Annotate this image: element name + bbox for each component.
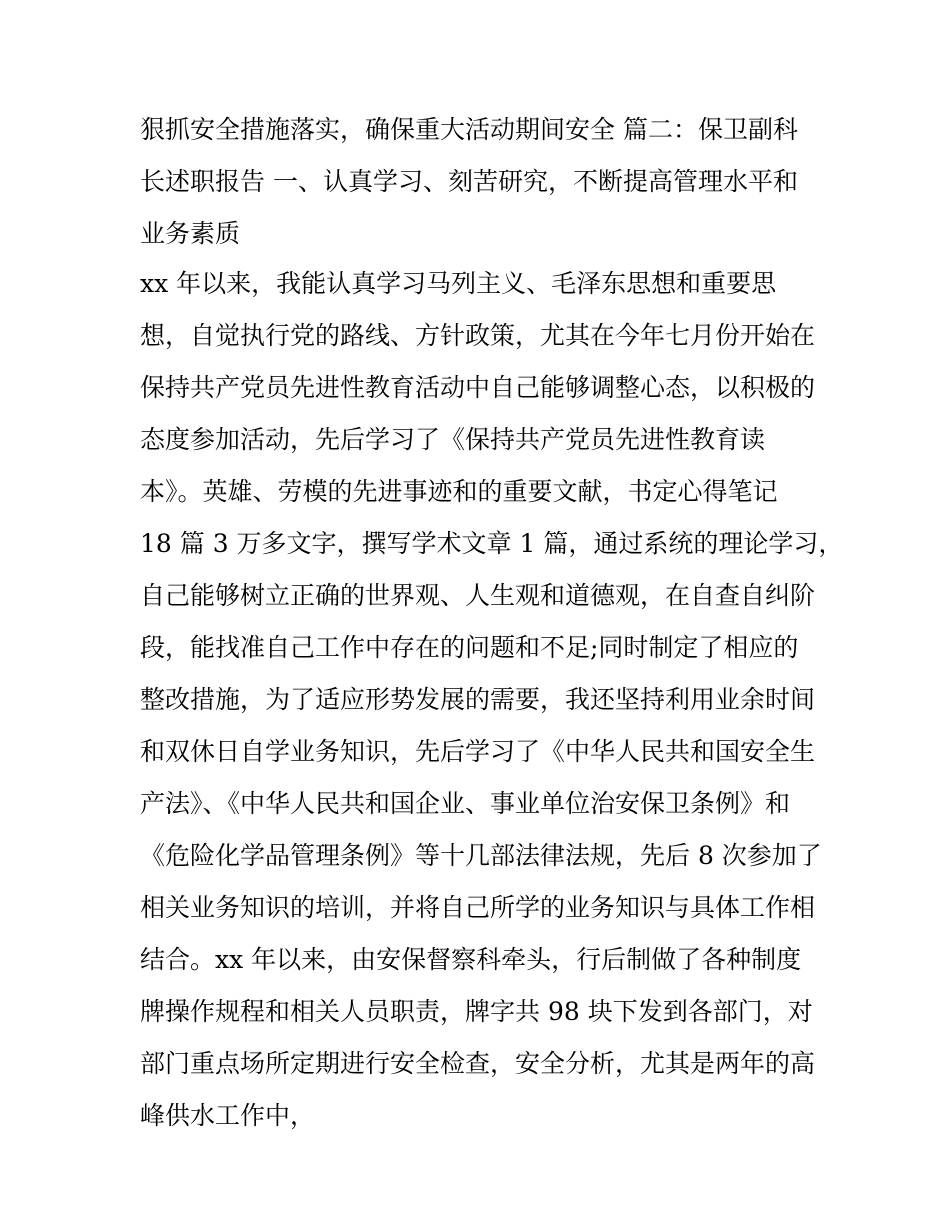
- heading-line: 业务素质: [140, 219, 241, 248]
- body-line: 本》。英雄、劳模的先进事迹和的重要文献，书定心得笔记: [140, 477, 778, 506]
- body-line: 部门重点场所定期进行安全检查，安全分析，尤其是两年的高: [140, 1049, 816, 1078]
- body-line: 相关业务知识的培训，并将自己所学的业务知识与具体工作相: [140, 893, 816, 922]
- body-line: 想，自觉执行党的路线、方针政策，尤其在今年七月份开始在: [140, 321, 816, 350]
- body-line: 和双休日自学业务知识，先后学习了《中华人民共和国安全生: [140, 737, 816, 766]
- body-line: 结合。xx 年以来，由安保督察科牵头，行后制做了各种制度: [140, 945, 802, 974]
- body-paragraph: [140, 258, 844, 1142]
- body-line: 产法》、《中华人民共和国企业、事业单位治安保卫条例》和: [140, 789, 791, 818]
- body-line: 自己能够树立正确的世界观、人生观和道德观，在自查自纠阶: [140, 581, 816, 610]
- body-line: 峰供水工作中，: [140, 1101, 316, 1130]
- heading-paragraph: [140, 104, 820, 260]
- heading-line: 长述职报告 一、认真学习、刻苦研究，不断提高管理水平和: [140, 167, 798, 196]
- body-line: 保持共产党员先进性教育活动中自己能够调整心态，以积极的: [140, 373, 816, 402]
- body-line: 牌操作规程和相关人员职责，牌字共 98 块下发到各部门，对: [140, 997, 813, 1026]
- body-line: 段，能找准自己工作中存在的问题和不足;同时制定了相应的: [140, 633, 799, 662]
- body-line: 态度参加活动，先后学习了《保持共产党员先进性教育读: [140, 425, 766, 454]
- body-line: xx 年以来，我能认真学习马列主义、毛泽东思想和重要思: [140, 269, 777, 298]
- body-line: 整改措施，为了适应形势发展的需要，我还坚持利用业余时间: [140, 685, 816, 714]
- heading-line: 狠抓安全措施落实，确保重大活动期间安全 篇二：保卫副科: [140, 115, 798, 144]
- body-line: 《危险化学品管理条例》等十几部法律法规，先后 8 次参加了: [140, 841, 822, 870]
- body-line: 18 篇 3 万多文字，撰写学术文章 1 篇，通过系统的理论学习，: [140, 529, 844, 558]
